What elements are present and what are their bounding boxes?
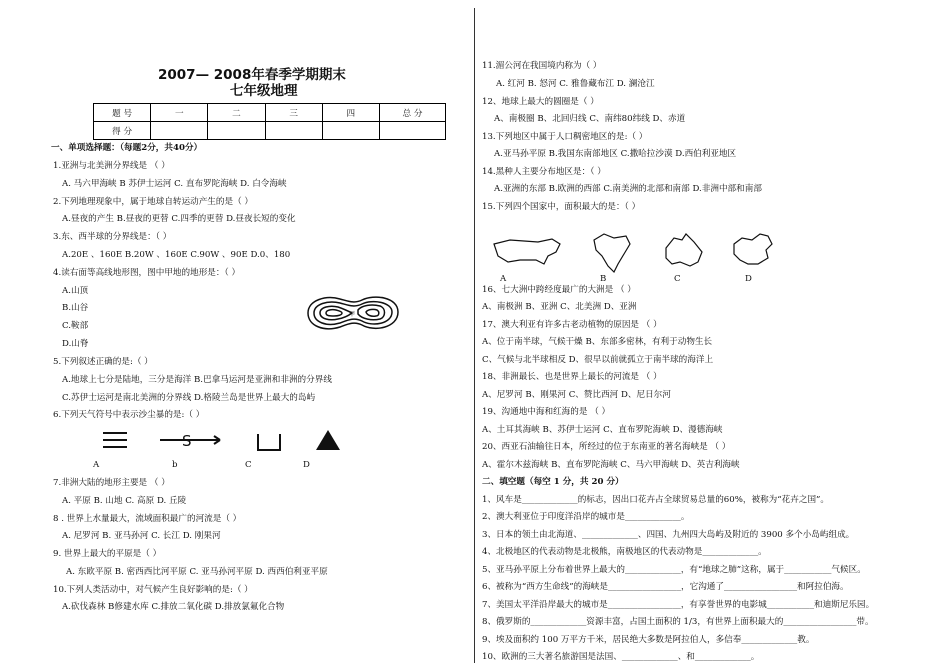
sandstorm-s-label: S — [182, 432, 192, 450]
option-line: A.20E 、160E B.20W 、160E C.90W 、90E D.0、180 — [62, 250, 291, 260]
option-line: A.亚马孙平原 B.我国东南部地区 C.撒哈拉沙漠 D.西伯利亚地区 — [494, 149, 737, 159]
fill-question-line: 6、被称为“西方生命线”的海峡是_________________，它沟通了_________________和阿拉伯海。 — [482, 582, 849, 592]
score-cell[interactable] — [208, 122, 265, 140]
fill-question-line: 8、俄罗斯的_____________资源丰富，占国土面积的 1/3，有世界上面积最大的_________________带。 — [482, 617, 874, 627]
fill-question-line: 3、日本的领土由北海道、_____________、四国、九州四大岛屿及附近的 3900 多个小岛屿组成。 — [482, 530, 855, 540]
option-line: A. 马六甲海峡 B 苏伊士运河 C. 直布罗陀海峡 D. 白令海峡 — [62, 179, 287, 189]
question-line: 2.下列地理现象中，属于地球自转运动产生的是（ ） — [53, 197, 253, 207]
option-line: D.山脊 — [62, 339, 89, 349]
score-cell[interactable] — [322, 122, 379, 140]
score-cell: 题 号 — [94, 104, 151, 122]
weather-option-letter: D — [303, 460, 310, 470]
option-line: C.苏伊士运河是南北美洲的分界线 D.格陵兰岛是世界上最大的岛屿 — [62, 393, 316, 403]
option-line: C.鞍部 — [62, 321, 89, 331]
contour-point-label: 甲 — [349, 311, 356, 318]
fill-question-line: 10、欧洲的三大著名旅游国是法国、_____________、和_____________。 — [482, 652, 760, 662]
map-option-letter: D — [745, 274, 752, 284]
question-line: 19、沟通地中海和红海的是 （ ） — [482, 407, 611, 417]
score-cell[interactable] — [265, 122, 322, 140]
option-line: A. 东欧平原 B. 密西西比河平原 C. 亚马孙河平原 D. 西西伯利亚平原 — [66, 567, 328, 577]
score-cell: 三 — [265, 104, 322, 122]
fill-question-line: 1、风车是_____________的标志，因出口花卉占全球贸易总量的60%，被称为“花卉之国”。 — [482, 495, 830, 505]
option-line: C、气候与北半球相反 D、很早以前就孤立于南半球的海洋上 — [482, 355, 714, 365]
exam-title: 2007— 2008年春季学期期末 — [158, 67, 346, 83]
score-cell: 得 分 — [94, 122, 151, 140]
question-line: 18、非洲最长、也是世界上最长的河流是 （ ） — [482, 372, 662, 382]
fill-question-line: 7、美国太平洋沿岸最大的城市是_________________，有享誉世界的电影城___________和迪斯尼乐园。 — [482, 600, 875, 610]
column-divider — [474, 8, 475, 663]
map-option-letter: B — [600, 274, 607, 284]
fill-question-line: 9、埃及面积约 100 万平方千米，居民绝大多数是阿拉伯人，多信奉_____________教。 — [482, 635, 815, 645]
question-line: 12、地球上最大的圆圈是（ ） — [482, 97, 599, 107]
map-option-letter: C — [674, 274, 681, 284]
contour-map-figure — [304, 292, 402, 334]
brazil-map-icon — [594, 234, 630, 272]
china-map-icon — [734, 234, 772, 264]
option-line: A.山顶 — [62, 286, 89, 296]
question-line: 8 . 世界上水量最大，流域面积最广的河流是（ ） — [53, 514, 242, 524]
usa-map-icon — [494, 239, 560, 264]
option-line: A.砍伐森林 B修建水库 C.排放二氧化碳 D.排放氯氟化合物 — [62, 602, 285, 612]
section-heading: 一、单项选择题：（每题2分，共40分） — [51, 143, 203, 153]
question-line: 16、七大洲中跨经度最广的大洲是 （ ） — [482, 285, 636, 295]
score-table-score-row — [94, 122, 446, 140]
section-heading: 二、填空题（每空 1 分，共 20 分） — [482, 477, 624, 487]
australia-map-icon — [666, 234, 702, 266]
question-line: 20、西亚石油输往日本，所经过的位于东南亚的著名海峡是 （ ） — [482, 442, 731, 452]
question-line: 15.下列四个国家中，面积最大的是：（ ） — [482, 202, 641, 212]
option-line: A. 平原 B. 山地 C. 高原 D. 丘陵 — [62, 496, 187, 506]
question-line: 4.读右面等高线地形图，图中甲地的地形是：（ ） — [53, 268, 241, 278]
option-line: A、南极圈 B、北回归线 C、南纬80纬线 D、赤道 — [494, 114, 686, 124]
option-line: A.地球上七分是陆地，三分是海洋 B.巴拿马运河是亚洲和非洲的分界线 — [62, 375, 332, 385]
question-line: 5.下列叙述正确的是:（ ） — [53, 357, 153, 367]
option-line: A、土耳其海峡 B、苏伊士运河 C、直布罗陀海峡 D、漫德海峡 — [482, 425, 723, 435]
option-line: B.山谷 — [62, 303, 89, 313]
question-line: 7.非洲大陆的地形主要是 （ ） — [53, 478, 170, 488]
map-option-letter: A — [500, 274, 507, 284]
score-cell: 总 分 — [379, 104, 445, 122]
option-line: A. 红河 B. 怒河 C. 雅鲁藏布江 D. 澜沧江 — [496, 79, 655, 89]
score-cell: 二 — [208, 104, 265, 122]
option-line: A.昼夜的产生 B.昼夜的更替 C.四季的更替 D.昼夜长短的变化 — [62, 214, 296, 224]
score-cell: 四 — [322, 104, 379, 122]
question-line: 13.下列地区中属于人口稠密地区的是:（ ） — [482, 132, 648, 142]
option-line: A.亚洲的东部 B.欧洲的西部 C.南美洲的北部和南部 D.非洲中部和南部 — [494, 184, 762, 194]
question-line: 14.黑种人主要分布地区是：（ ） — [482, 167, 606, 177]
question-line: 3.东、西半球的分界线是：（ ） — [53, 232, 172, 242]
exam-subtitle: 七年级地理 — [230, 83, 298, 99]
option-line: A、位于南半球，气候干燥 B、东部多密林，有利于动物生长 — [482, 337, 713, 347]
dust-symbol-icon — [258, 434, 280, 450]
fill-question-line: 5、亚马孙平原上分布着世界上最大的_____________，有“地球之肺”这称，属于___________气候区。 — [482, 565, 866, 575]
option-line: A、南极洲 B、亚洲 C、北美洲 D、亚洲 — [482, 302, 637, 312]
weather-symbols-figure — [100, 428, 360, 456]
question-line: 6.下列天气符号中表示沙尘暴的是:（ ） — [53, 410, 205, 420]
fill-question-line: 4、北极地区的代表动物是北极熊，南极地区的代表动物是_____________。 — [482, 547, 767, 557]
question-line: 10.下列人类活动中，对气候产生良好影响的是:（ ） — [53, 585, 253, 595]
question-line: 9. 世界上最大的平原是（ ） — [53, 549, 162, 559]
question-line: 1.亚洲与北美洲分界线是 （ ） — [53, 161, 170, 171]
fill-question-line: 2、澳大利亚位于印度洋沿岸的城市是_____________。 — [482, 512, 690, 522]
score-cell[interactable] — [151, 122, 208, 140]
option-line: A. 尼罗河 B. 亚马孙河 C. 长江 D. 刚果河 — [62, 531, 221, 541]
score-cell: 一 — [151, 104, 208, 122]
question-line: 17、澳大利亚有许多古老动植物的原因是 （ ） — [482, 320, 662, 330]
option-line: A、霍尔木兹海峡 B、直布罗陀海峡 C、马六甲海峡 D、英吉利海峡 — [482, 460, 740, 470]
score-cell[interactable] — [379, 122, 445, 140]
score-table-header-row — [94, 104, 446, 122]
weather-option-letter: b — [172, 460, 178, 470]
score-table — [93, 103, 446, 140]
weather-option-letter: C — [245, 460, 252, 470]
hail-symbol-icon — [316, 430, 340, 450]
weather-option-letter: A — [93, 460, 100, 470]
option-line: A、尼罗河 B、刚果河 C、赞比西河 D、尼日尔河 — [482, 390, 671, 400]
question-line: 11.湄公河在我国境内称为（ ） — [482, 61, 602, 71]
country-maps-figure — [490, 230, 780, 274]
